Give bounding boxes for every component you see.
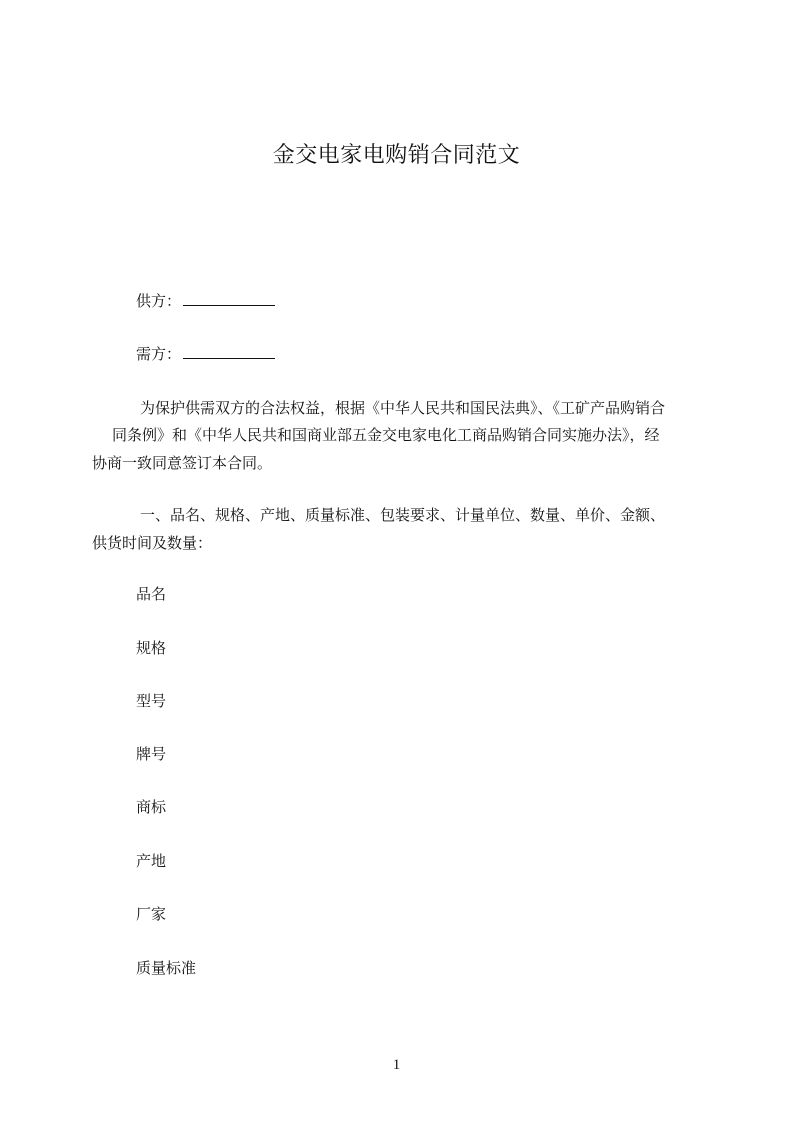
- list-item: 商标: [136, 798, 167, 816]
- list-item: 牌号: [136, 745, 167, 763]
- intro-line: 同条例》和《中华人民共和国商业部五金交电家电化工商品购销合同实施办法》，经: [112, 426, 660, 444]
- document-title: 金交电家电购销合同范文: [272, 143, 521, 168]
- list-item: 产地: [136, 852, 167, 870]
- buyer-blank: [183, 344, 275, 359]
- list-item: 规格: [136, 639, 167, 657]
- clause-line: 一、品名、规格、产地、质量标准、包装要求、计量单位、数量、单价、金额、: [140, 506, 666, 524]
- supplier-blank: [183, 291, 275, 306]
- supplier-label: 供方：: [136, 292, 182, 310]
- buyer-line: [136, 344, 275, 364]
- page-number: 1: [392, 1057, 401, 1073]
- intro-line: 为保护供需双方的合法权益，根据《中华人民共和国民法典》、《工矿产品购销合: [140, 399, 666, 417]
- list-item: 型号: [136, 692, 167, 710]
- buyer-label: 需方：: [136, 345, 182, 363]
- list-item: 品名: [136, 585, 167, 603]
- clause-line: 供货时间及数量：: [92, 534, 213, 552]
- intro-line: 协商一致同意签订本合同。: [92, 454, 273, 472]
- list-item: 质量标准: [136, 959, 197, 977]
- supplier-line: [136, 291, 275, 311]
- list-item: 厂家: [136, 905, 167, 923]
